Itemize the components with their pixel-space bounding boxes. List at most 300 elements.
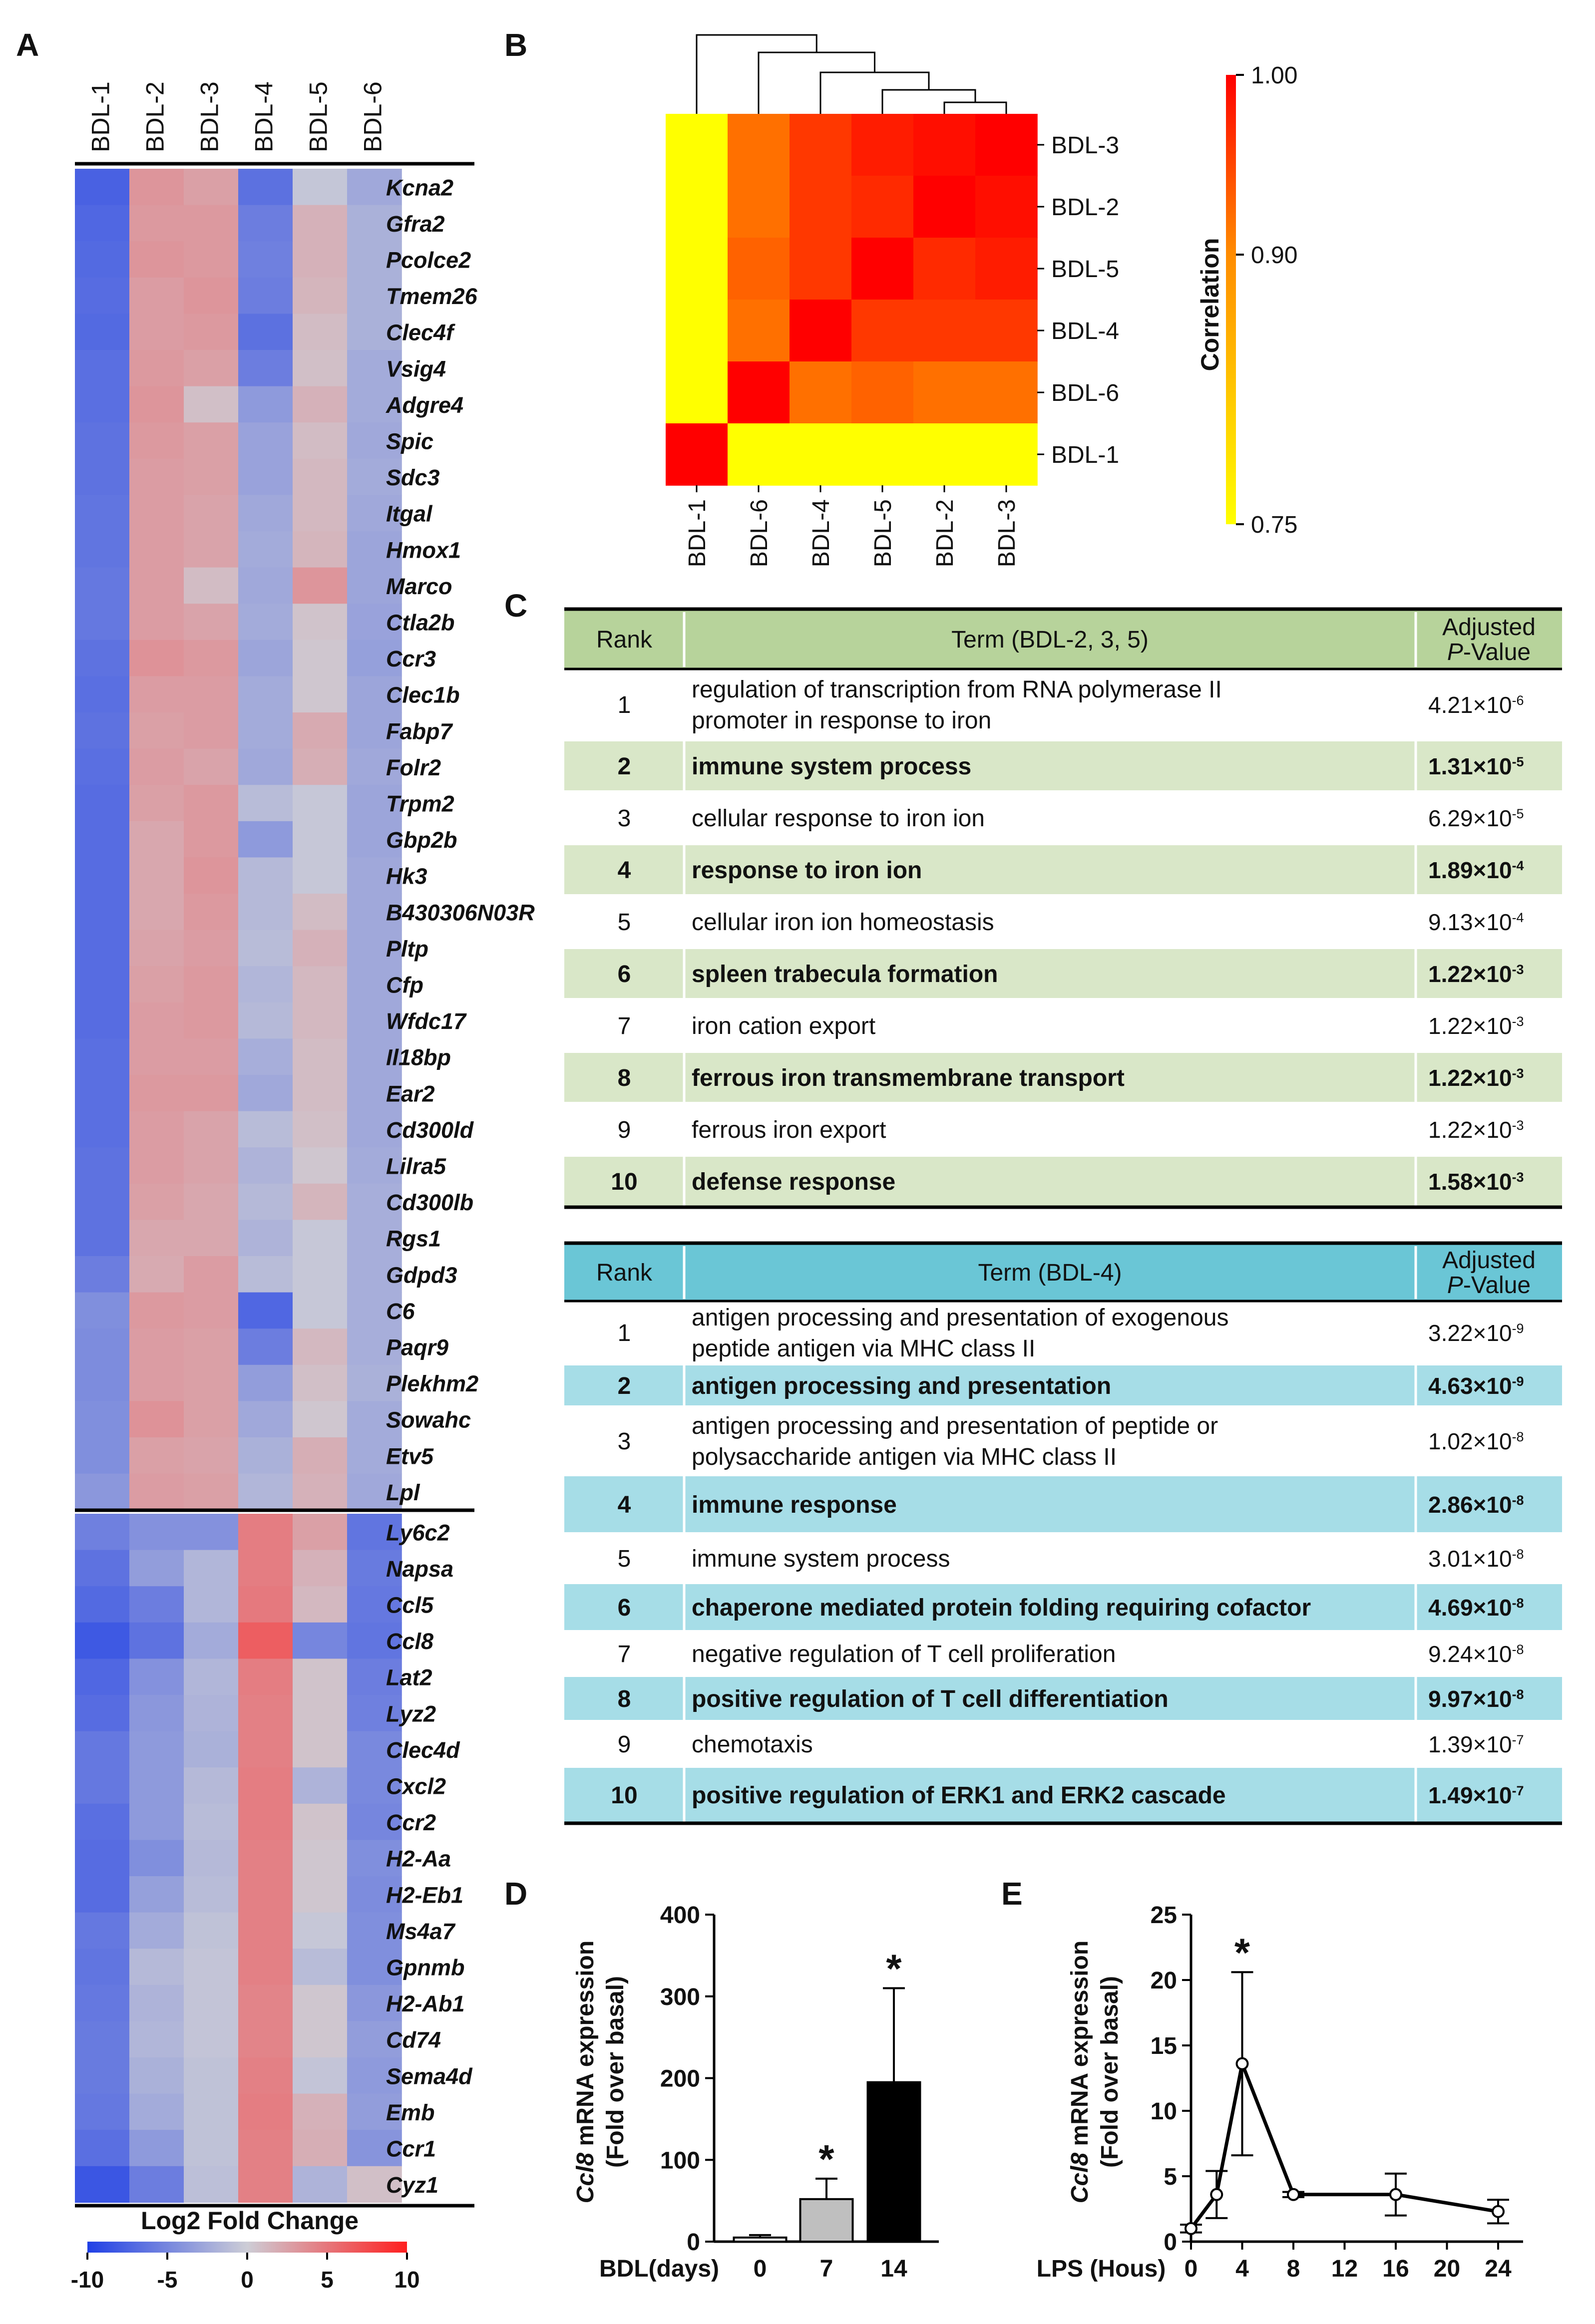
panel-label-c: C — [504, 588, 528, 624]
table-term: immune system process — [692, 753, 972, 780]
panel-a-col-label: BDL-4 — [250, 81, 278, 152]
heatmap-cell — [75, 785, 130, 821]
gene-label: Sowahc — [386, 1407, 471, 1433]
correlation-cell — [790, 176, 852, 238]
heatmap-cell — [293, 314, 348, 350]
gene-label: Ccr2 — [386, 1810, 436, 1836]
heatmap-cell — [184, 1767, 239, 1804]
heatmap-cell — [238, 1147, 293, 1184]
heatmap-cell — [184, 1695, 239, 1731]
heatmap-cell — [293, 1474, 348, 1510]
heatmap-cell — [75, 1586, 130, 1623]
y-axis-label: Ccl8 mRNA expression — [1067, 1940, 1093, 2204]
x-tick-label: 12 — [1331, 2256, 1358, 2282]
table-pvalue: $1.31\times 10^{-5}$ — [1428, 753, 1524, 779]
heatmap-cell — [293, 1985, 348, 2021]
heatmap-cell — [238, 2021, 293, 2057]
x-tick-label: 7 — [819, 2256, 833, 2282]
heatmap-cell — [129, 1840, 184, 1876]
heatmap-cell — [129, 1804, 184, 1840]
x-tick-label: 0 — [753, 2256, 767, 2282]
panel-a-col-label: BDL-6 — [359, 81, 387, 152]
col-label: BDL-5 — [870, 499, 896, 568]
table-term: regulation of transcription from RNA polymerase II — [692, 676, 1222, 703]
panel-a-cells — [75, 169, 402, 2203]
gene-label: Clec4f — [386, 320, 454, 345]
heatmap-cell — [293, 604, 348, 640]
heatmap-cell — [184, 1220, 239, 1256]
heatmap-cell — [238, 241, 293, 278]
heatmap-cell — [129, 1401, 184, 1437]
heatmap-cell — [238, 749, 293, 785]
heatmap-cell — [75, 1550, 130, 1587]
gene-label: Kcna2 — [386, 175, 454, 201]
panel-label-d: D — [504, 1876, 528, 1912]
table-pvalue: $1.39\times 10^{-7}$ — [1428, 1731, 1524, 1757]
table-pvalue: $9.24\times 10^{-8}$ — [1428, 1641, 1524, 1667]
x-tick-label: 8 — [1286, 2256, 1300, 2282]
heatmap-cell — [184, 2094, 239, 2130]
gene-label: Sema4d — [386, 2063, 472, 2089]
y-tick-label: 400 — [660, 1902, 700, 1929]
heatmap-cell — [293, 1514, 348, 1550]
correlation-cell — [666, 361, 728, 424]
correlation-cell — [666, 176, 728, 238]
correlation-cell — [790, 238, 852, 300]
heatmap-cell — [129, 1111, 184, 1148]
table-rank: 1 — [617, 1320, 631, 1346]
heatmap-cell — [293, 1328, 348, 1365]
table-header-pvalue-2: P-Value — [1447, 639, 1531, 665]
heatmap-cell — [293, 1002, 348, 1039]
y-tick-label: 25 — [1150, 1902, 1177, 1929]
heatmap-cell — [238, 1328, 293, 1365]
heatmap-cell — [184, 930, 239, 967]
gene-label: Ccr3 — [386, 646, 436, 672]
heatmap-cell — [75, 640, 130, 676]
panel-a-col-label: BDL-1 — [86, 81, 115, 152]
correlation-cell — [913, 114, 976, 176]
heatmap-cell — [75, 314, 130, 350]
heatmap-cell — [129, 278, 184, 314]
heatmap-cell — [293, 1586, 348, 1623]
table-rank: 5 — [617, 1546, 631, 1572]
heatmap-cell — [184, 676, 239, 712]
heatmap-cell — [75, 169, 130, 205]
heatmap-cell — [75, 278, 130, 314]
heatmap-cell — [75, 1474, 130, 1510]
heatmap-cell — [184, 1474, 239, 1510]
heatmap-cell — [75, 1840, 130, 1876]
y-tick-label: 10 — [1150, 2098, 1177, 2125]
gene-label: Marco — [386, 573, 452, 599]
correlation-cell — [975, 300, 1038, 362]
heatmap-cell — [129, 1220, 184, 1256]
y-axis-sublabel: (Fold over basal) — [602, 1976, 629, 2168]
heatmap-cell — [184, 1293, 239, 1329]
heatmap-cell — [75, 1002, 130, 1039]
x-axis-label: BDL(days) — [599, 2256, 720, 2282]
y-tick-label: 20 — [1150, 1968, 1177, 1994]
colorbar-tick-label: 10 — [394, 2267, 420, 2293]
heatmap-cell — [238, 1695, 293, 1731]
heatmap-cell — [129, 1474, 184, 1510]
heatmap-cell — [129, 314, 184, 350]
table-pvalue: $1.22\times 10^{-3}$ — [1428, 1065, 1524, 1091]
heatmap-cell — [238, 1002, 293, 1039]
gene-label: Gbp2b — [386, 827, 457, 853]
heatmap-cell — [238, 1985, 293, 2021]
heatmap-cell — [238, 386, 293, 423]
heatmap-cell — [129, 386, 184, 423]
heatmap-cell — [293, 2094, 348, 2130]
heatmap-cell — [293, 1220, 348, 1256]
heatmap-cell — [293, 1550, 348, 1587]
heatmap-cell — [293, 568, 348, 604]
heatmap-cell — [184, 422, 239, 459]
heatmap-cell — [129, 1437, 184, 1474]
heatmap-cell — [293, 1767, 348, 1804]
heatmap-cell — [129, 785, 184, 821]
panel-label-a: A — [16, 27, 39, 63]
heatmap-cell — [75, 459, 130, 495]
table-term: ferrous iron export — [692, 1117, 886, 1143]
correlation-cell — [913, 176, 976, 238]
heatmap-cell — [129, 604, 184, 640]
heatmap-cell — [238, 1111, 293, 1148]
heatmap-cell — [184, 1985, 239, 2021]
heatmap-cell — [129, 422, 184, 459]
heatmap-cell — [184, 1437, 239, 1474]
heatmap-cell — [238, 966, 293, 1002]
heatmap-cell — [129, 749, 184, 785]
heatmap-cell — [184, 2021, 239, 2057]
heatmap-cell — [129, 1949, 184, 1985]
gene-label: Wfdc17 — [386, 1008, 466, 1034]
gene-label: Rgs1 — [386, 1226, 441, 1252]
heatmap-cell — [238, 1840, 293, 1876]
panel-a-col-label: BDL-5 — [304, 81, 333, 152]
correlation-cell — [975, 176, 1038, 238]
heatmap-cell — [129, 1365, 184, 1401]
panel-a-colorbar-title: Log2 Fold Change — [140, 2207, 359, 2235]
colorbar-tick-label: -10 — [70, 2267, 104, 2293]
gene-label: H2-Eb1 — [386, 1882, 464, 1908]
heatmap-cell — [293, 2166, 348, 2203]
x-tick-label: 14 — [880, 2256, 907, 2282]
table-pvalue: $4.63\times 10^{-9}$ — [1428, 1373, 1524, 1399]
correlation-cell — [666, 238, 728, 300]
panel-label-b: B — [504, 27, 528, 63]
heatmap-cell — [184, 1111, 239, 1148]
heatmap-cell — [293, 1147, 348, 1184]
heatmap-cell — [238, 1220, 293, 1256]
gene-label: B430306N03R — [386, 900, 535, 926]
heatmap-cell — [129, 640, 184, 676]
heatmap-cell — [129, 241, 184, 278]
heatmap-cell — [293, 169, 348, 205]
heatmap-cell — [75, 1623, 130, 1659]
heatmap-cell — [75, 1767, 130, 1804]
heatmap-cell — [184, 1328, 239, 1365]
heatmap-cell — [184, 1038, 239, 1075]
gene-label: Gpnmb — [386, 1955, 465, 1981]
heatmap-cell — [75, 712, 130, 749]
table-term: antigen processing and presentation of exogenous — [692, 1305, 1229, 1331]
heatmap-cell — [184, 2057, 239, 2094]
heatmap-cell — [75, 1220, 130, 1256]
heatmap-cell — [75, 2057, 130, 2094]
heatmap-cell — [184, 1256, 239, 1293]
heatmap-cell — [184, 1731, 239, 1768]
heatmap-cell — [184, 169, 239, 205]
heatmap-cell — [184, 495, 239, 531]
panel-b-colorbar-title: Correlation — [1196, 238, 1224, 371]
heatmap-cell — [293, 386, 348, 423]
gene-label: Cxcl2 — [386, 1773, 446, 1799]
correlation-cell — [728, 361, 790, 424]
row-label: BDL-3 — [1051, 132, 1120, 159]
heatmap-cell — [238, 278, 293, 314]
heatmap-cell — [293, 1401, 348, 1437]
table-rank: 3 — [617, 805, 631, 832]
heatmap-cell — [184, 531, 239, 568]
heatmap-cell — [75, 1401, 130, 1437]
heatmap-cell — [129, 1586, 184, 1623]
gene-label: Clec1b — [386, 682, 460, 708]
heatmap-cell — [238, 1731, 293, 1768]
table-rank: 2 — [617, 753, 631, 780]
heatmap-cell — [75, 1514, 130, 1550]
heatmap-cell — [293, 2130, 348, 2166]
correlation-cell — [851, 361, 914, 424]
gene-label: H2-Aa — [386, 1846, 451, 1872]
colorbar-tick-label: 0.90 — [1251, 242, 1298, 269]
colorbar-tick-label: 0.75 — [1251, 512, 1298, 538]
colorbar-tick-label: -5 — [157, 2267, 178, 2293]
heatmap-cell — [238, 1804, 293, 1840]
table-term: promoter in response to iron — [692, 707, 992, 734]
heatmap-cell — [129, 459, 184, 495]
y-tick-label: 100 — [660, 2147, 700, 2174]
gene-label: Lilra5 — [386, 1153, 446, 1179]
table-header-pvalue: Adjusted — [1442, 614, 1536, 641]
correlation-cell — [851, 238, 914, 300]
heatmap-cell — [293, 1659, 348, 1695]
table-term: chaperone mediated protein folding requiring cofactor — [692, 1595, 1311, 1621]
heatmap-cell — [129, 2166, 184, 2203]
gene-label: Ccl8 — [386, 1629, 434, 1655]
col-label: BDL-3 — [994, 499, 1020, 568]
correlation-cell — [790, 300, 852, 362]
gene-label: Ccr1 — [386, 2136, 436, 2162]
heatmap-cell — [184, 1804, 239, 1840]
heatmap-cell — [238, 1514, 293, 1550]
y-tick-label: 0 — [1164, 2229, 1177, 2256]
heatmap-cell — [129, 350, 184, 386]
table-term: cellular iron ion homeostasis — [692, 909, 994, 936]
heatmap-cell — [238, 459, 293, 495]
heatmap-cell — [293, 278, 348, 314]
table-rank: 3 — [617, 1428, 631, 1455]
gene-label: Cd74 — [386, 2027, 441, 2053]
gene-label: Lat2 — [386, 1664, 432, 1690]
gene-label: Adgre4 — [386, 392, 464, 418]
heatmap-cell — [184, 1840, 239, 1876]
heatmap-cell — [293, 1038, 348, 1075]
gene-label: Fabp7 — [386, 718, 452, 744]
colorbar-tick-label: 1.00 — [1251, 62, 1298, 89]
heatmap-cell — [293, 1365, 348, 1401]
colorbar-bar — [87, 2242, 407, 2253]
heatmap-cell — [293, 857, 348, 894]
heatmap-cell — [238, 894, 293, 930]
heatmap-cell — [129, 568, 184, 604]
heatmap-cell — [75, 1365, 130, 1401]
x-tick-label: 24 — [1485, 2256, 1512, 2282]
gene-label: Cfp — [386, 972, 423, 998]
table-rank: 8 — [617, 1065, 631, 1091]
correlation-cell — [666, 114, 728, 176]
heatmap-cell — [238, 1767, 293, 1804]
data-point — [1186, 2223, 1196, 2234]
table-rank: 9 — [617, 1117, 631, 1143]
table-pvalue: $1.02\times 10^{-8}$ — [1428, 1428, 1524, 1454]
table-term: positive regulation of ERK1 and ERK2 cascade — [692, 1782, 1226, 1809]
correlation-cell — [666, 300, 728, 362]
table-rank: 5 — [617, 909, 631, 936]
correlation-cell — [975, 423, 1038, 486]
heatmap-cell — [238, 1586, 293, 1623]
table-rank: 8 — [617, 1686, 631, 1712]
heatmap-cell — [75, 604, 130, 640]
heatmap-cell — [238, 531, 293, 568]
correlation-cell — [975, 361, 1038, 424]
heatmap-cell — [238, 1550, 293, 1587]
heatmap-cell — [75, 2166, 130, 2203]
heatmap-cell — [75, 205, 130, 242]
heatmap-cell — [129, 1913, 184, 1949]
correlation-cell — [975, 238, 1038, 300]
heatmap-cell — [293, 1731, 348, 1768]
table-pvalue: $1.22\times 10^{-3}$ — [1428, 1117, 1524, 1143]
bar — [800, 2199, 853, 2242]
table-term: negative regulation of T cell proliferation — [692, 1641, 1116, 1667]
heatmap-cell — [293, 1695, 348, 1731]
table-header-term: Term (BDL-4) — [978, 1260, 1122, 1286]
row-label: BDL-1 — [1051, 442, 1120, 468]
heatmap-cell — [184, 1075, 239, 1111]
heatmap-cell — [293, 531, 348, 568]
gene-label: Itgal — [386, 501, 432, 527]
table-pvalue: $3.01\times 10^{-8}$ — [1428, 1546, 1524, 1572]
heatmap-cell — [129, 1985, 184, 2021]
heatmap-cell — [293, 2057, 348, 2094]
significance-marker: * — [886, 1946, 902, 1991]
gene-label: Ccl5 — [386, 1592, 434, 1618]
heatmap-cell — [184, 2166, 239, 2203]
heatmap-cell — [293, 1111, 348, 1148]
heatmap-cell — [238, 2094, 293, 2130]
table-header-pvalue-2: P-Value — [1447, 1272, 1531, 1299]
heatmap-cell — [238, 1038, 293, 1075]
heatmap-cell — [238, 422, 293, 459]
heatmap-cell — [238, 2130, 293, 2166]
gene-label: Ms4a7 — [386, 1918, 455, 1944]
y-axis-sublabel: (Fold over basal) — [1097, 1976, 1123, 2168]
heatmap-cell — [238, 712, 293, 749]
heatmap-cell — [129, 1256, 184, 1293]
table-rank: 4 — [617, 857, 631, 884]
correlation-cell — [851, 423, 914, 486]
heatmap-cell — [75, 1913, 130, 1949]
row-label: BDL-2 — [1051, 194, 1120, 221]
heatmap-cell — [75, 495, 130, 531]
gene-label: Trpm2 — [386, 791, 454, 817]
table-term: ferrous iron transmembrane transport — [692, 1065, 1125, 1091]
table-header-rank: Rank — [596, 627, 653, 653]
heatmap-cell — [129, 1550, 184, 1587]
gene-label: Hk3 — [386, 863, 427, 889]
table-term: response to iron ion — [692, 857, 922, 884]
heatmap-cell — [238, 1437, 293, 1474]
table-term: chemotaxis — [692, 1731, 813, 1758]
correlation-cell — [728, 238, 790, 300]
heatmap-cell — [293, 1949, 348, 1985]
heatmap-cell — [75, 2094, 130, 2130]
heatmap-cell — [75, 568, 130, 604]
correlation-cell — [790, 423, 852, 486]
panel-b-cells — [666, 114, 1038, 486]
correlation-cell — [666, 423, 728, 486]
table-pvalue: $9.13\times 10^{-4}$ — [1428, 909, 1524, 935]
table-pvalue: $1.22\times 10^{-3}$ — [1428, 961, 1524, 987]
heatmap-cell — [238, 205, 293, 242]
panel-a-col-label: BDL-2 — [141, 81, 169, 152]
gene-label: Emb — [386, 2099, 435, 2125]
table-header-rank: Rank — [596, 1260, 653, 1286]
heatmap-cell — [75, 1695, 130, 1731]
heatmap-cell — [238, 1659, 293, 1695]
gene-label: Gfra2 — [386, 211, 445, 237]
correlation-cell — [728, 114, 790, 176]
gene-label: Cyz1 — [386, 2172, 439, 2198]
x-tick-label: 4 — [1235, 2256, 1249, 2282]
table-pvalue: $1.89\times 10^{-4}$ — [1428, 857, 1524, 883]
heatmap-cell — [238, 1876, 293, 1913]
heatmap-cell — [184, 386, 239, 423]
table-rank: 6 — [617, 1595, 631, 1621]
gene-label: Ctla2b — [386, 610, 455, 636]
heatmap-cell — [75, 1184, 130, 1220]
table-term: peptide antigen via MHC class II — [692, 1335, 1036, 1362]
heatmap-cell — [129, 169, 184, 205]
heatmap-cell — [293, 1840, 348, 1876]
heatmap-cell — [184, 1659, 239, 1695]
x-tick-label: 20 — [1433, 2256, 1461, 2282]
heatmap-cell — [129, 205, 184, 242]
heatmap-cell — [75, 1804, 130, 1840]
heatmap-cell — [129, 1623, 184, 1659]
heatmap-cell — [75, 1949, 130, 1985]
heatmap-cell — [184, 350, 239, 386]
heatmap-cell — [129, 2094, 184, 2130]
table-rank: 6 — [617, 961, 631, 988]
heatmap-cell — [129, 930, 184, 967]
table-term: iron cation export — [692, 1013, 876, 1039]
heatmap-cell — [129, 894, 184, 930]
correlation-cell — [913, 423, 976, 486]
